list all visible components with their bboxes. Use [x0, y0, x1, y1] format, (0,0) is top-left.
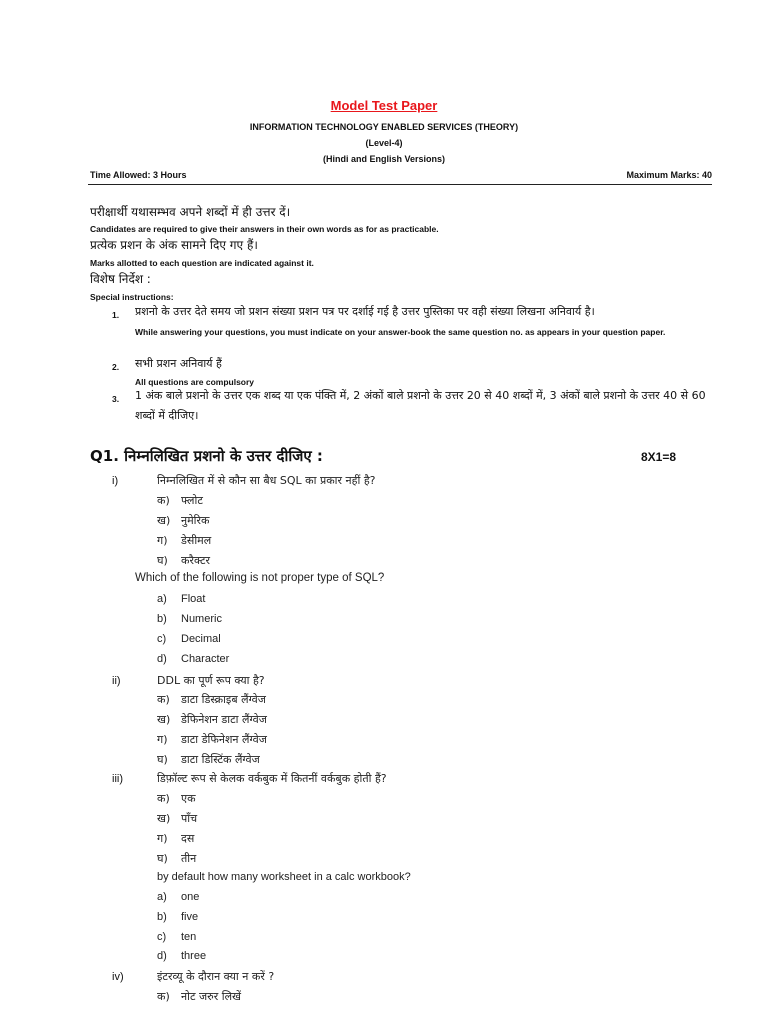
- option-label: a): [157, 891, 167, 903]
- question-iii-hindi: डिफ़ॉल्ट रूप से केलक वर्कबुक में कितनीं वर्कबुक होती हैं?: [157, 772, 387, 785]
- question-iii-english: by default how many worksheet in a calc workbook?: [157, 871, 411, 883]
- question-ii-number: ii): [112, 675, 121, 687]
- instruction-2-hindi: सभी प्रशन अनिवार्य हैं: [135, 357, 222, 370]
- instruction-1-number: 1.: [112, 310, 120, 320]
- time-allowed: Time Allowed: 3 Hours: [90, 170, 187, 180]
- option-label: ग): [157, 534, 168, 547]
- option-label: ख): [157, 713, 171, 726]
- subject-line: INFORMATION TECHNOLOGY ENABLED SERVICES (THEORY): [249, 122, 519, 132]
- question-iv-number: iv): [112, 971, 124, 983]
- question-iv-hindi: इंटरव्यू के दौरान क्या न करें ?: [157, 970, 275, 983]
- question-i-hindi-option: [157, 553, 210, 568]
- option-text: five: [181, 911, 199, 923]
- option-text: एक: [181, 792, 196, 805]
- question-iii-hindi-option: [157, 851, 196, 866]
- option-label: b): [157, 911, 167, 923]
- option-label: क): [157, 693, 170, 706]
- question-ii-hindi: DDL का पूर्ण रूप क्या है?: [157, 674, 265, 687]
- option-text: तीन: [181, 852, 197, 865]
- option-text: Character: [181, 653, 230, 665]
- maximum-marks: Maximum Marks: 40: [626, 170, 712, 180]
- question-i-hindi: निम्नलिखित में से कौन सा बैध SQL का प्रकार नहीं है?: [157, 474, 376, 487]
- option-label: d): [157, 653, 167, 665]
- option-text: one: [181, 891, 200, 903]
- instruction-3-hindi: 1 अंक बाले प्रशनो के उत्तर एक शब्द या एक पंक्ति में, 2 अंकों बाले प्रशनो के उत्तर 20 से 40 शब्दों में, 3 अंकों बाले प्रशनो के उत्तर 40 से 60 शब्दों में दीजिए।: [135, 389, 706, 422]
- general-english-3: Special instructions:: [90, 292, 174, 302]
- option-text: डाटा डिस्टिंक लैंग्वेज: [181, 753, 260, 766]
- question-ii-hindi-option: [157, 752, 260, 767]
- question-i-hindi-option: [157, 513, 209, 528]
- question-i-english-option: [157, 593, 205, 605]
- general-english-1: Candidates are required to give their answers in their own words as for as practicable.: [90, 224, 439, 234]
- question-i-hindi-option: [157, 533, 211, 548]
- question-iii-hindi-option: [157, 811, 197, 826]
- question-i-english: Which of the following is not proper type of SQL?: [135, 572, 385, 584]
- general-hindi-3: विशेष निर्देश :: [90, 272, 151, 286]
- option-label: ख): [157, 812, 171, 825]
- option-text: डाटा डेफिनेशन लैंग्वेज: [181, 733, 267, 746]
- general-english-2: Marks allotted to each question are indicated against it.: [90, 258, 314, 268]
- option-text: ten: [181, 931, 197, 943]
- question-ii-hindi-option: [157, 712, 267, 727]
- instruction-1-english: While answering your questions, you must indicate on your answer-book the same question no. as appears in your question paper.: [135, 327, 666, 337]
- instruction-1-hindi: प्रशनो के उत्तर देते समय जो प्रशन संख्या प्रशन पत्र पर दर्शाई गई है उत्तर पुस्तिका पर वही संख्या लिखना अनिवार्य है।: [135, 305, 595, 318]
- option-text: करैक्टर: [181, 554, 210, 567]
- general-hindi-2: प्रत्येक प्रशन के अंक सामने दिए गए हैं।: [90, 238, 258, 252]
- meta-row: [90, 170, 712, 180]
- question-1-marks: 8X1=8: [641, 450, 677, 464]
- option-label: घ): [157, 753, 168, 766]
- option-label: घ): [157, 554, 168, 567]
- option-text: फ्लोट: [181, 494, 203, 507]
- question-iii-hindi-option: [157, 791, 196, 806]
- option-label: ग): [157, 832, 168, 845]
- question-iii-number: iii): [112, 773, 123, 785]
- option-text: डेसीमल: [181, 534, 212, 547]
- question-iii-hindi-option: [157, 831, 194, 846]
- question-iii-english-option: [157, 931, 196, 943]
- header-divider: [88, 184, 712, 185]
- question-ii-hindi-option: [157, 692, 266, 707]
- question-i-number: i): [112, 475, 119, 487]
- option-text: Decimal: [181, 633, 221, 645]
- instruction-2-number: 2.: [112, 362, 120, 372]
- question-i-english-option: [157, 633, 221, 645]
- option-text: Numeric: [181, 613, 222, 625]
- option-text: पाँच: [181, 812, 198, 825]
- option-text: Float: [181, 593, 206, 605]
- option-label: क): [157, 494, 170, 507]
- option-label: c): [157, 931, 167, 943]
- question-i-english-option: [157, 613, 222, 625]
- question-iii-english-option: [157, 911, 198, 923]
- option-label: d): [157, 950, 167, 962]
- option-label: c): [157, 633, 167, 645]
- option-text: नोट जरुर लिखें: [181, 990, 242, 1003]
- option-label: ख): [157, 514, 171, 527]
- paper-title: Model Test Paper: [330, 98, 438, 113]
- option-text: डेफिनेशन डाटा लैंग्वेज: [181, 713, 267, 726]
- option-text: डाटा डिस्क्राइब लैंग्वेज: [181, 693, 266, 706]
- question-iii-english-option: [157, 950, 206, 962]
- question-iv-hindi-option: [157, 989, 241, 1004]
- general-hindi-1: परीक्षार्थी यथासम्भव अपने शब्दों में ही उत्तर दें।: [90, 205, 291, 219]
- option-text: three: [181, 950, 207, 962]
- question-i-english-option: [157, 653, 229, 665]
- option-label: b): [157, 613, 167, 625]
- question-ii-hindi-option: [157, 732, 267, 747]
- question-i-hindi-option: [157, 493, 203, 508]
- option-label: ग): [157, 733, 168, 746]
- level-line: (Level-4): [365, 138, 403, 148]
- option-label: घ): [157, 852, 168, 865]
- question-1-heading: Q1. निम्नलिखित प्रशनो के उत्तर दीजिए :: [90, 447, 323, 465]
- instruction-3-number: 3.: [112, 394, 120, 404]
- instruction-2-english: All questions are compulsory: [135, 377, 255, 387]
- option-label: क): [157, 990, 170, 1003]
- option-text: दस: [181, 832, 195, 845]
- option-text: नुमेरिक: [181, 514, 210, 527]
- versions-line: (Hindi and English Versions): [322, 154, 445, 164]
- question-iii-english-option: [157, 891, 199, 903]
- option-label: क): [157, 792, 170, 805]
- option-label: a): [157, 593, 167, 605]
